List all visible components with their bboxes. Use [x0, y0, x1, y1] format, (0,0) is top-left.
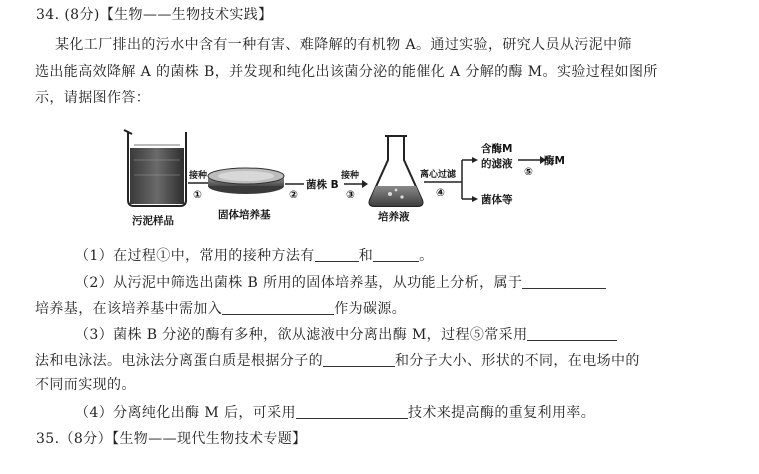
subquestion-3-line-2: 法和电泳法。电泳法分离蛋白质是根据分子的 和分子大小、形状的不同，在电场中的	[35, 353, 640, 369]
subquestion-4: （4）分离纯化出酶 M 后，可采用 技术来提高酶的重复利用率。	[75, 405, 596, 421]
question-34-header: 34. (8分)【生物——生物技术实践】	[36, 7, 273, 23]
branch-top-line-1: 含酶M	[481, 143, 513, 155]
question-35-header: 35.（8分）【生物——现代生物技术专题】	[36, 431, 307, 447]
arrow-step-2	[285, 178, 368, 201]
svg-text:②: ②	[289, 189, 298, 201]
svg-text:④: ④	[436, 187, 445, 199]
intro-line-1: 某化工厂排出的污水中含有一种有害、难降解的有机物 A。通过实验，研究人员从污泥中筛	[55, 37, 632, 53]
petri-dish-icon	[208, 168, 284, 194]
subquestion-2-line-1: （2）从污泥中筛选出菌株 B 所用的固体培养基，从功能上分析，属于	[75, 274, 606, 292]
branch-top-line-2: 的滤液	[481, 158, 513, 170]
svg-text:接种: 接种	[189, 171, 208, 181]
intro-line-3: 示，请据图作答：	[35, 90, 151, 106]
answer-blank-3a[interactable]	[527, 326, 617, 341]
culture-flask-icon	[370, 136, 423, 206]
subquestion-3-line-3: 不同而实现的。	[35, 377, 136, 393]
answer-blank-2a[interactable]	[522, 274, 606, 289]
svg-text:①: ①	[193, 189, 202, 201]
answer-blank-1a[interactable]	[315, 247, 359, 262]
svg-text:接种: 接种	[341, 171, 360, 181]
answer-blank-1b[interactable]	[373, 247, 419, 262]
subquestion-2-line-2: 培养基，在该培养基中需加入 作为碳源。	[35, 301, 407, 317]
subquestion-1: （1）在过程①中，常用的接种方法有 和 。	[75, 248, 434, 264]
answer-blank-2b[interactable]	[222, 300, 334, 315]
stage-label-broth: 培养液	[378, 211, 410, 223]
arrow-step-5	[518, 156, 546, 178]
answer-blank-3b[interactable]	[323, 352, 395, 367]
svg-text:离心过滤: 离心过滤	[420, 170, 457, 180]
branch-bracket	[462, 157, 478, 202]
stage-label-plate: 固体培养基	[218, 209, 271, 221]
arrow-step-3	[340, 169, 359, 201]
svg-text:⑤: ⑤	[524, 166, 533, 178]
stage-label-sludge: 污泥样品	[132, 215, 174, 227]
arrow-step-4	[420, 168, 462, 199]
svg-text:菌株 B: 菌株 B	[306, 179, 339, 191]
branch-bottom-label: 菌体等	[481, 194, 513, 206]
product-label: 酶M	[544, 155, 565, 167]
subquestion-3-line-1: （3）菌株 B 分泌的酶有多种，欲从滤液中分离出酶 M，过程⑤常采用	[75, 326, 617, 344]
answer-blank-4a[interactable]	[296, 404, 408, 419]
svg-text:③: ③	[346, 189, 355, 201]
intro-line-2: 选出能高效降解 A 的菌株 B，并发现和纯化出该菌分泌的能催化 A 分解的酶 M。实验过程如图所	[35, 64, 658, 80]
sludge-beaker-icon	[124, 130, 186, 206]
